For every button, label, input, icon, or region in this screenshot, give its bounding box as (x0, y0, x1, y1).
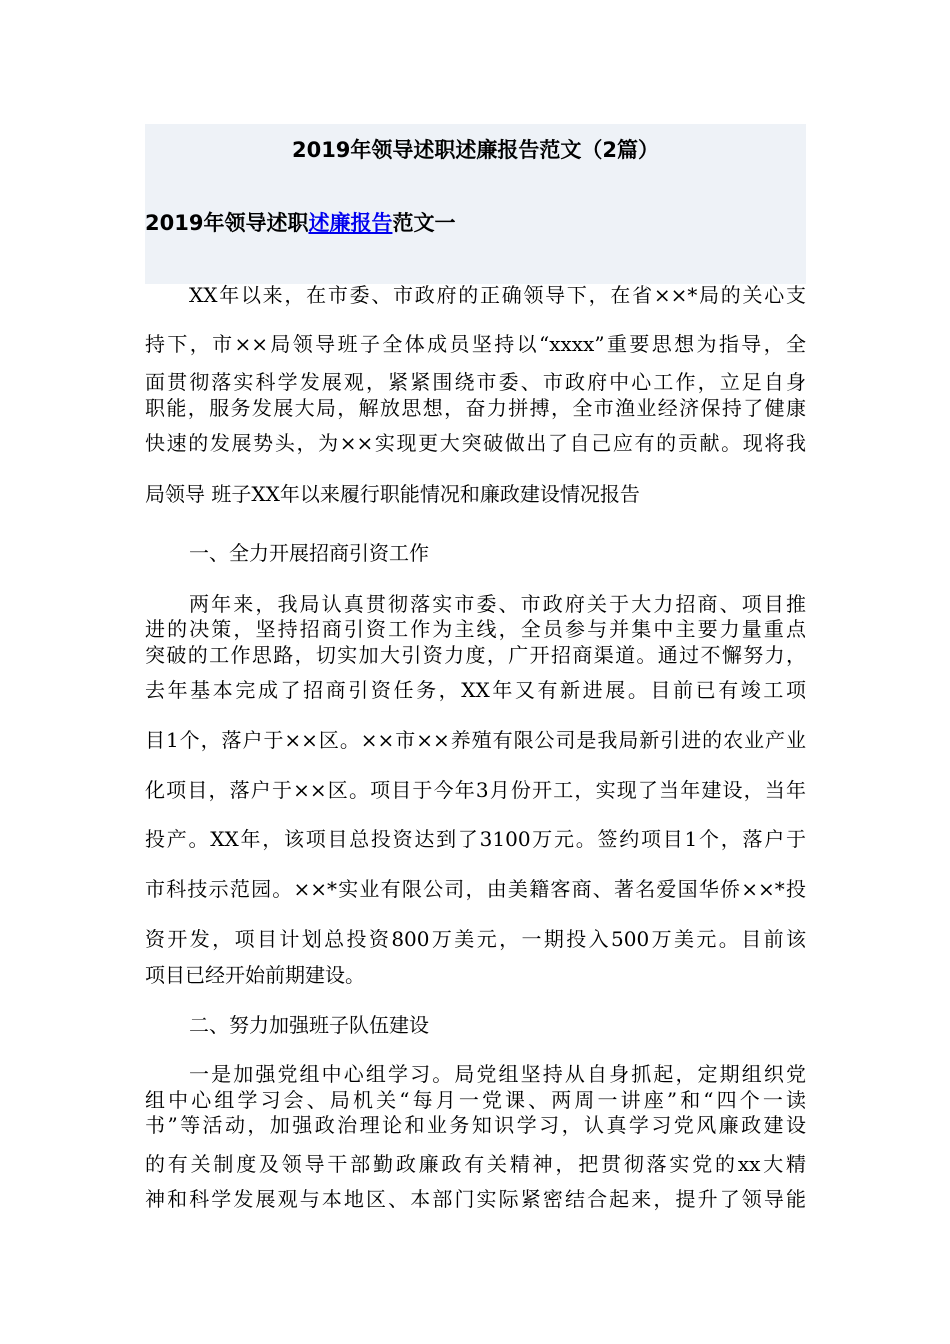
paragraph-line: 持下，市××局领导班子全体成员坚持以“xxxx”重要思想为指导，全 (145, 332, 806, 356)
paragraph-line: 突破的工作思路，切实加大引资力度，广开招商渠道。通过不懈努力， (145, 643, 806, 667)
paragraph-line: 资开发，项目计划总投资800万美元，一期投入500万美元。目前该 (145, 927, 806, 951)
paragraph-line: 项目已经开始前期建设。 (145, 963, 365, 987)
subheading-investment: 一、全力开展招商引资工作 (189, 541, 429, 565)
paragraph-line: XX年以来，在市委、市政府的正确领导下，在省××*局的关心支 (189, 283, 806, 307)
section-heading-prefix: 2019年领导述职 (145, 211, 309, 235)
paragraph-line: 投产。XX年，该项目总投资达到了3100万元。签约项目1个，落户于 (145, 827, 806, 851)
section-heading-suffix: 范文一 (392, 211, 456, 235)
paragraph-line: 目1个，落户于××区。××市××养殖有限公司是我局新引进的农业产业 (145, 728, 806, 752)
document-title: 2019年领导述职述廉报告范文（2篇） (291, 138, 660, 162)
paragraph-line: 一是加强党组中心组学习。局党组坚持从自身抓起，定期组织党 (189, 1062, 806, 1086)
paragraph-line: 组中心组学习会、局机关“每月一党课、两周一讲座”和“四个一读 (145, 1088, 806, 1112)
paragraph-line: 去年基本完成了招商引资任务，XX年又有新进展。目前已有竣工项 (145, 678, 806, 702)
paragraph-line: 化项目，落户于××区。项目于今年3月份开工，实现了当年建设，当年 (145, 778, 806, 802)
paragraph-line: 神和科学发展观与本地区、本部门实际紧密结合起来，提升了领导能 (145, 1187, 806, 1211)
paragraph-line: 进的决策，坚持招商引资工作为主线，全员参与并集中主要力量重点 (145, 617, 806, 641)
paragraph-line: 书”等活动，加强政治理论和业务知识学习，认真学习党风廉政建设 (145, 1113, 806, 1137)
paragraph-line: 局领导 班子XX年以来履行职能情况和廉政建设情况报告 (145, 482, 640, 506)
paragraph-line: 面贯彻落实科学发展观，紧紧围绕市委、市政府中心工作，立足自身 (145, 370, 806, 394)
paragraph-line: 两年来，我局认真贯彻落实市委、市政府关于大力招商、项目推 (189, 592, 806, 616)
heading-link[interactable]: 述廉报告 (308, 211, 393, 235)
paragraph-line: 的有关制度及领导干部勤政廉政有关精神，把贯彻落实党的xx大精 (145, 1152, 806, 1176)
paragraph-line: 市科技示范园。××*实业有限公司，由美籍客商、著名爱国华侨××*投 (145, 877, 806, 901)
section-heading (145, 207, 455, 239)
subheading-team-building: 二、努力加强班子队伍建设 (189, 1013, 429, 1037)
paragraph-line: 快速的发展势头，为××实现更大突破做出了自己应有的贡献。现将我 (145, 431, 806, 455)
paragraph-line: 职能，服务发展大局，解放思想，奋力拼搏，全市渔业经济保持了健康 (145, 396, 806, 420)
